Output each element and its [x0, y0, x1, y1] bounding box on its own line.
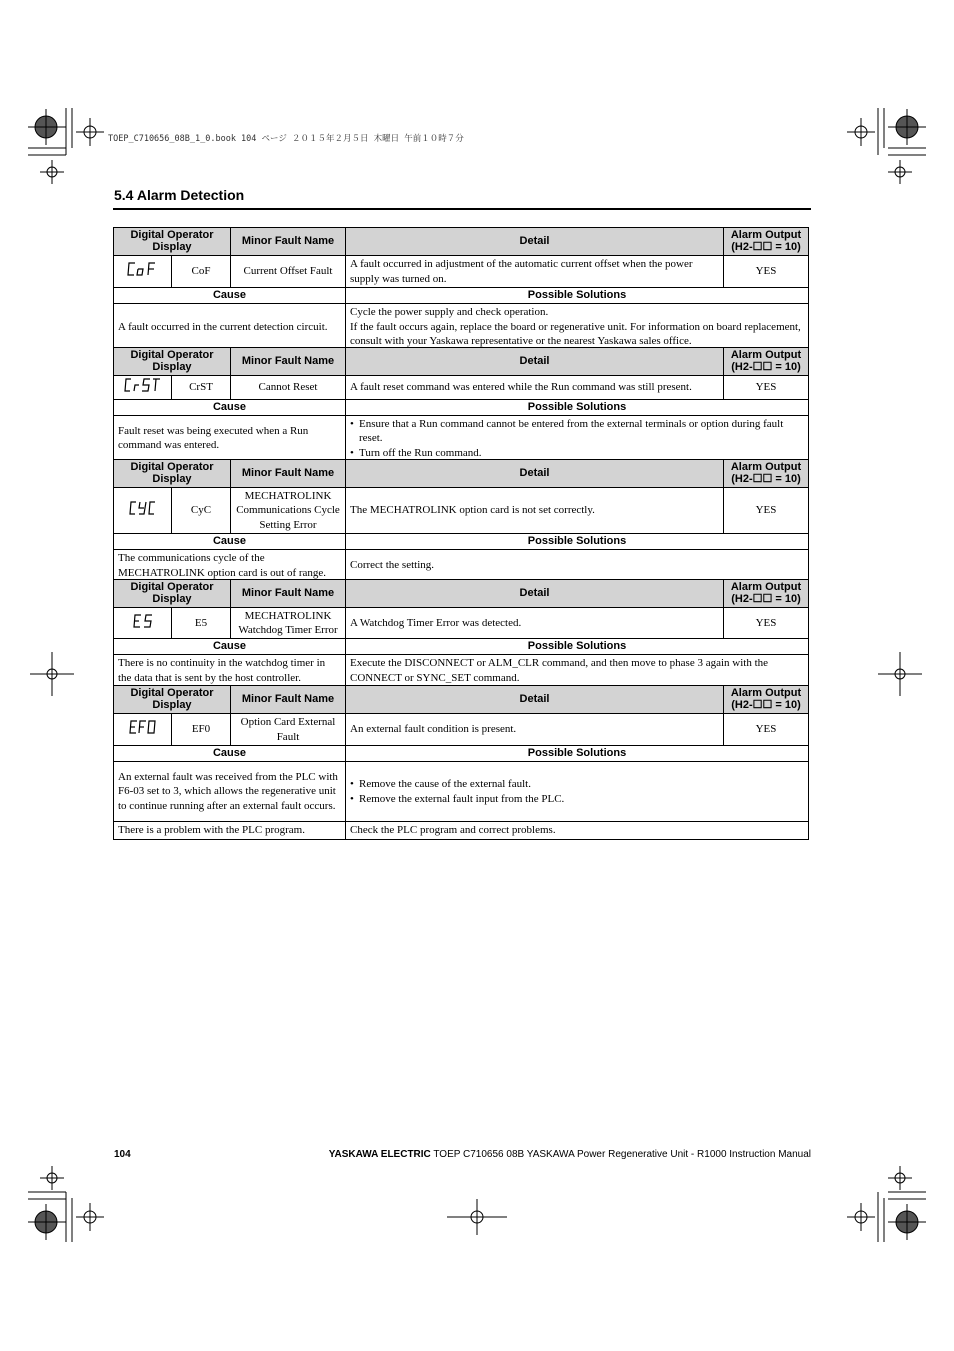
header-detail: Detail — [346, 686, 724, 714]
fault-detail: An external fault condition is present. — [346, 714, 724, 746]
fault-detail: A fault reset command was entered while the Run command was still present. — [346, 376, 724, 400]
header-cause: Cause — [114, 288, 346, 304]
fault-table-e5 — [113, 579, 809, 687]
solution-line: If the fault occurs again, replace the board or regenerative unit. For information on board replacement, consult with your Yaskawa representative or the nearest Yaskawa sales office. — [350, 320, 801, 347]
fault-code: CoF — [172, 256, 231, 288]
header-display: Digital Operator Display — [114, 228, 231, 256]
header-name: Minor Fault Name — [231, 228, 346, 256]
cause-row — [114, 415, 809, 462]
solution-text: Check the PLC program and correct problems. — [346, 822, 809, 840]
header-alarm: Alarm Output (H2-☐☐ = 10) — [724, 348, 809, 376]
cause-row — [114, 762, 809, 822]
cause-text: A fault occurred in the current detection circuit. — [114, 304, 346, 351]
header-detail: Detail — [346, 580, 724, 608]
alarm-output: YES — [724, 714, 809, 746]
header-cause: Cause — [114, 639, 346, 655]
fault-row — [114, 488, 809, 534]
footer-manual-title — [329, 1149, 811, 1160]
header-name: Minor Fault Name — [231, 580, 346, 608]
fault-row — [114, 256, 809, 288]
cause-row — [114, 550, 809, 582]
header-name: Minor Fault Name — [231, 460, 346, 488]
seven-segment-ef0-icon — [128, 719, 158, 735]
seven-segment-cof-icon — [125, 261, 161, 277]
header-detail: Detail — [346, 348, 724, 376]
seven-segment-cyc-icon — [128, 500, 158, 516]
header-alarm: Alarm Output (H2-☐☐ = 10) — [724, 580, 809, 608]
fault-name: Current Offset Fault — [231, 256, 346, 288]
header-solutions: Possible Solutions — [346, 399, 809, 415]
fault-code: CyC — [172, 488, 231, 534]
fault-code: E5 — [172, 608, 231, 639]
header-solutions: Possible Solutions — [346, 288, 809, 304]
segment-display — [114, 608, 172, 639]
solution-text: Execute the DISCONNECT or ALM_CLR command, and then move to phase 3 again with the CONNECT or SYNC_SET command. — [346, 655, 809, 687]
segment-display — [114, 488, 172, 534]
footer-manual: TOEP C710656 08B YASKAWA Power Regenerative Unit - R1000 Instruction Manual — [430, 1149, 811, 1160]
cause-row — [114, 655, 809, 687]
cause-text: Fault reset was being executed when a Run command was entered. — [114, 415, 346, 462]
alarm-output: YES — [724, 488, 809, 534]
seven-segment-e5-icon — [132, 613, 154, 629]
solution-text — [346, 304, 809, 351]
cause-row — [114, 822, 809, 840]
header-cause: Cause — [114, 534, 346, 550]
segment-display — [114, 714, 172, 746]
header-name: Minor Fault Name — [231, 686, 346, 714]
header-display: Digital Operator Display — [114, 348, 231, 376]
alarm-output: YES — [724, 376, 809, 400]
header-cause: Cause — [114, 746, 346, 762]
header-detail: Detail — [346, 460, 724, 488]
header-solutions: Possible Solutions — [346, 639, 809, 655]
fault-name: Option Card External Fault — [231, 714, 346, 746]
header-display: Digital Operator Display — [114, 686, 231, 714]
section-rule — [113, 208, 811, 210]
header-display: Digital Operator Display — [114, 460, 231, 488]
fault-row — [114, 714, 809, 746]
fault-row — [114, 376, 809, 400]
solution-bullet: • Ensure that a Run command cannot be entered from the external terminals or option during fault reset. — [350, 417, 804, 446]
header-alarm: Alarm Output (H2-☐☐ = 10) — [724, 460, 809, 488]
cause-text: The communications cycle of the MECHATROLINK option card is out of range. — [114, 550, 346, 582]
page-number: 104 — [114, 1149, 131, 1160]
fault-table-crst — [113, 347, 809, 462]
header-display: Digital Operator Display — [114, 580, 231, 608]
segment-display — [114, 376, 172, 400]
solution-bullet: • Turn off the Run command. — [350, 446, 804, 461]
footer-company: YASKAWA ELECTRIC — [328, 1149, 431, 1160]
cause-text: There is a problem with the PLC program. — [114, 822, 346, 840]
header-solutions: Possible Solutions — [346, 534, 809, 550]
fault-code: EF0 — [172, 714, 231, 746]
alarm-output: YES — [724, 256, 809, 288]
seven-segment-crst-icon — [123, 377, 163, 393]
header-name: Minor Fault Name — [231, 348, 346, 376]
header-cause: Cause — [114, 399, 346, 415]
fault-table-ef0 — [113, 685, 809, 840]
cause-row — [114, 304, 809, 351]
header-alarm: Alarm Output (H2-☐☐ = 10) — [724, 228, 809, 256]
fault-name: MECHATROLINK Watchdog Timer Error — [231, 608, 346, 639]
solution-bullet: • Remove the cause of the external fault. — [350, 777, 804, 792]
fault-detail: A fault occurred in adjustment of the automatic current offset when the power supply was turned on. — [346, 256, 724, 288]
fault-detail: A Watchdog Timer Error was detected. — [346, 608, 724, 639]
solution-text — [346, 762, 809, 822]
alarm-output: YES — [724, 608, 809, 639]
header-alarm: Alarm Output (H2-☐☐ = 10) — [724, 686, 809, 714]
solution-text: Correct the setting. — [346, 550, 809, 582]
header-solutions: Possible Solutions — [346, 746, 809, 762]
fault-detail: The MECHATROLINK option card is not set correctly. — [346, 488, 724, 534]
section-title: 5.4 Alarm Detection — [114, 187, 245, 203]
header-detail: Detail — [346, 228, 724, 256]
print-header: TOEP_C710656_08B_1_0.book 104 ページ ２０１５年２月５日 木曜日 午前１０時７分 — [108, 134, 464, 144]
fault-row — [114, 608, 809, 639]
fault-table-cyc — [113, 459, 809, 582]
fault-name: Cannot Reset — [231, 376, 346, 400]
fault-name: MECHATROLINK Communications Cycle Setting Error — [231, 488, 346, 534]
fault-code: CrST — [172, 376, 231, 400]
cause-text: There is no continuity in the watchdog timer in the data that is sent by the host controller. — [114, 655, 346, 687]
fault-table-cof — [113, 227, 809, 351]
solution-bullet: • Remove the external fault input from the PLC. — [350, 792, 804, 807]
solution-line: Cycle the power supply and check operation. — [350, 306, 549, 318]
solution-text — [346, 415, 809, 462]
segment-display — [114, 256, 172, 288]
cause-text: An external fault was received from the PLC with F6-03 set to 3, which allows the regenerative unit to continue running after an external fault occurs. — [114, 762, 346, 822]
